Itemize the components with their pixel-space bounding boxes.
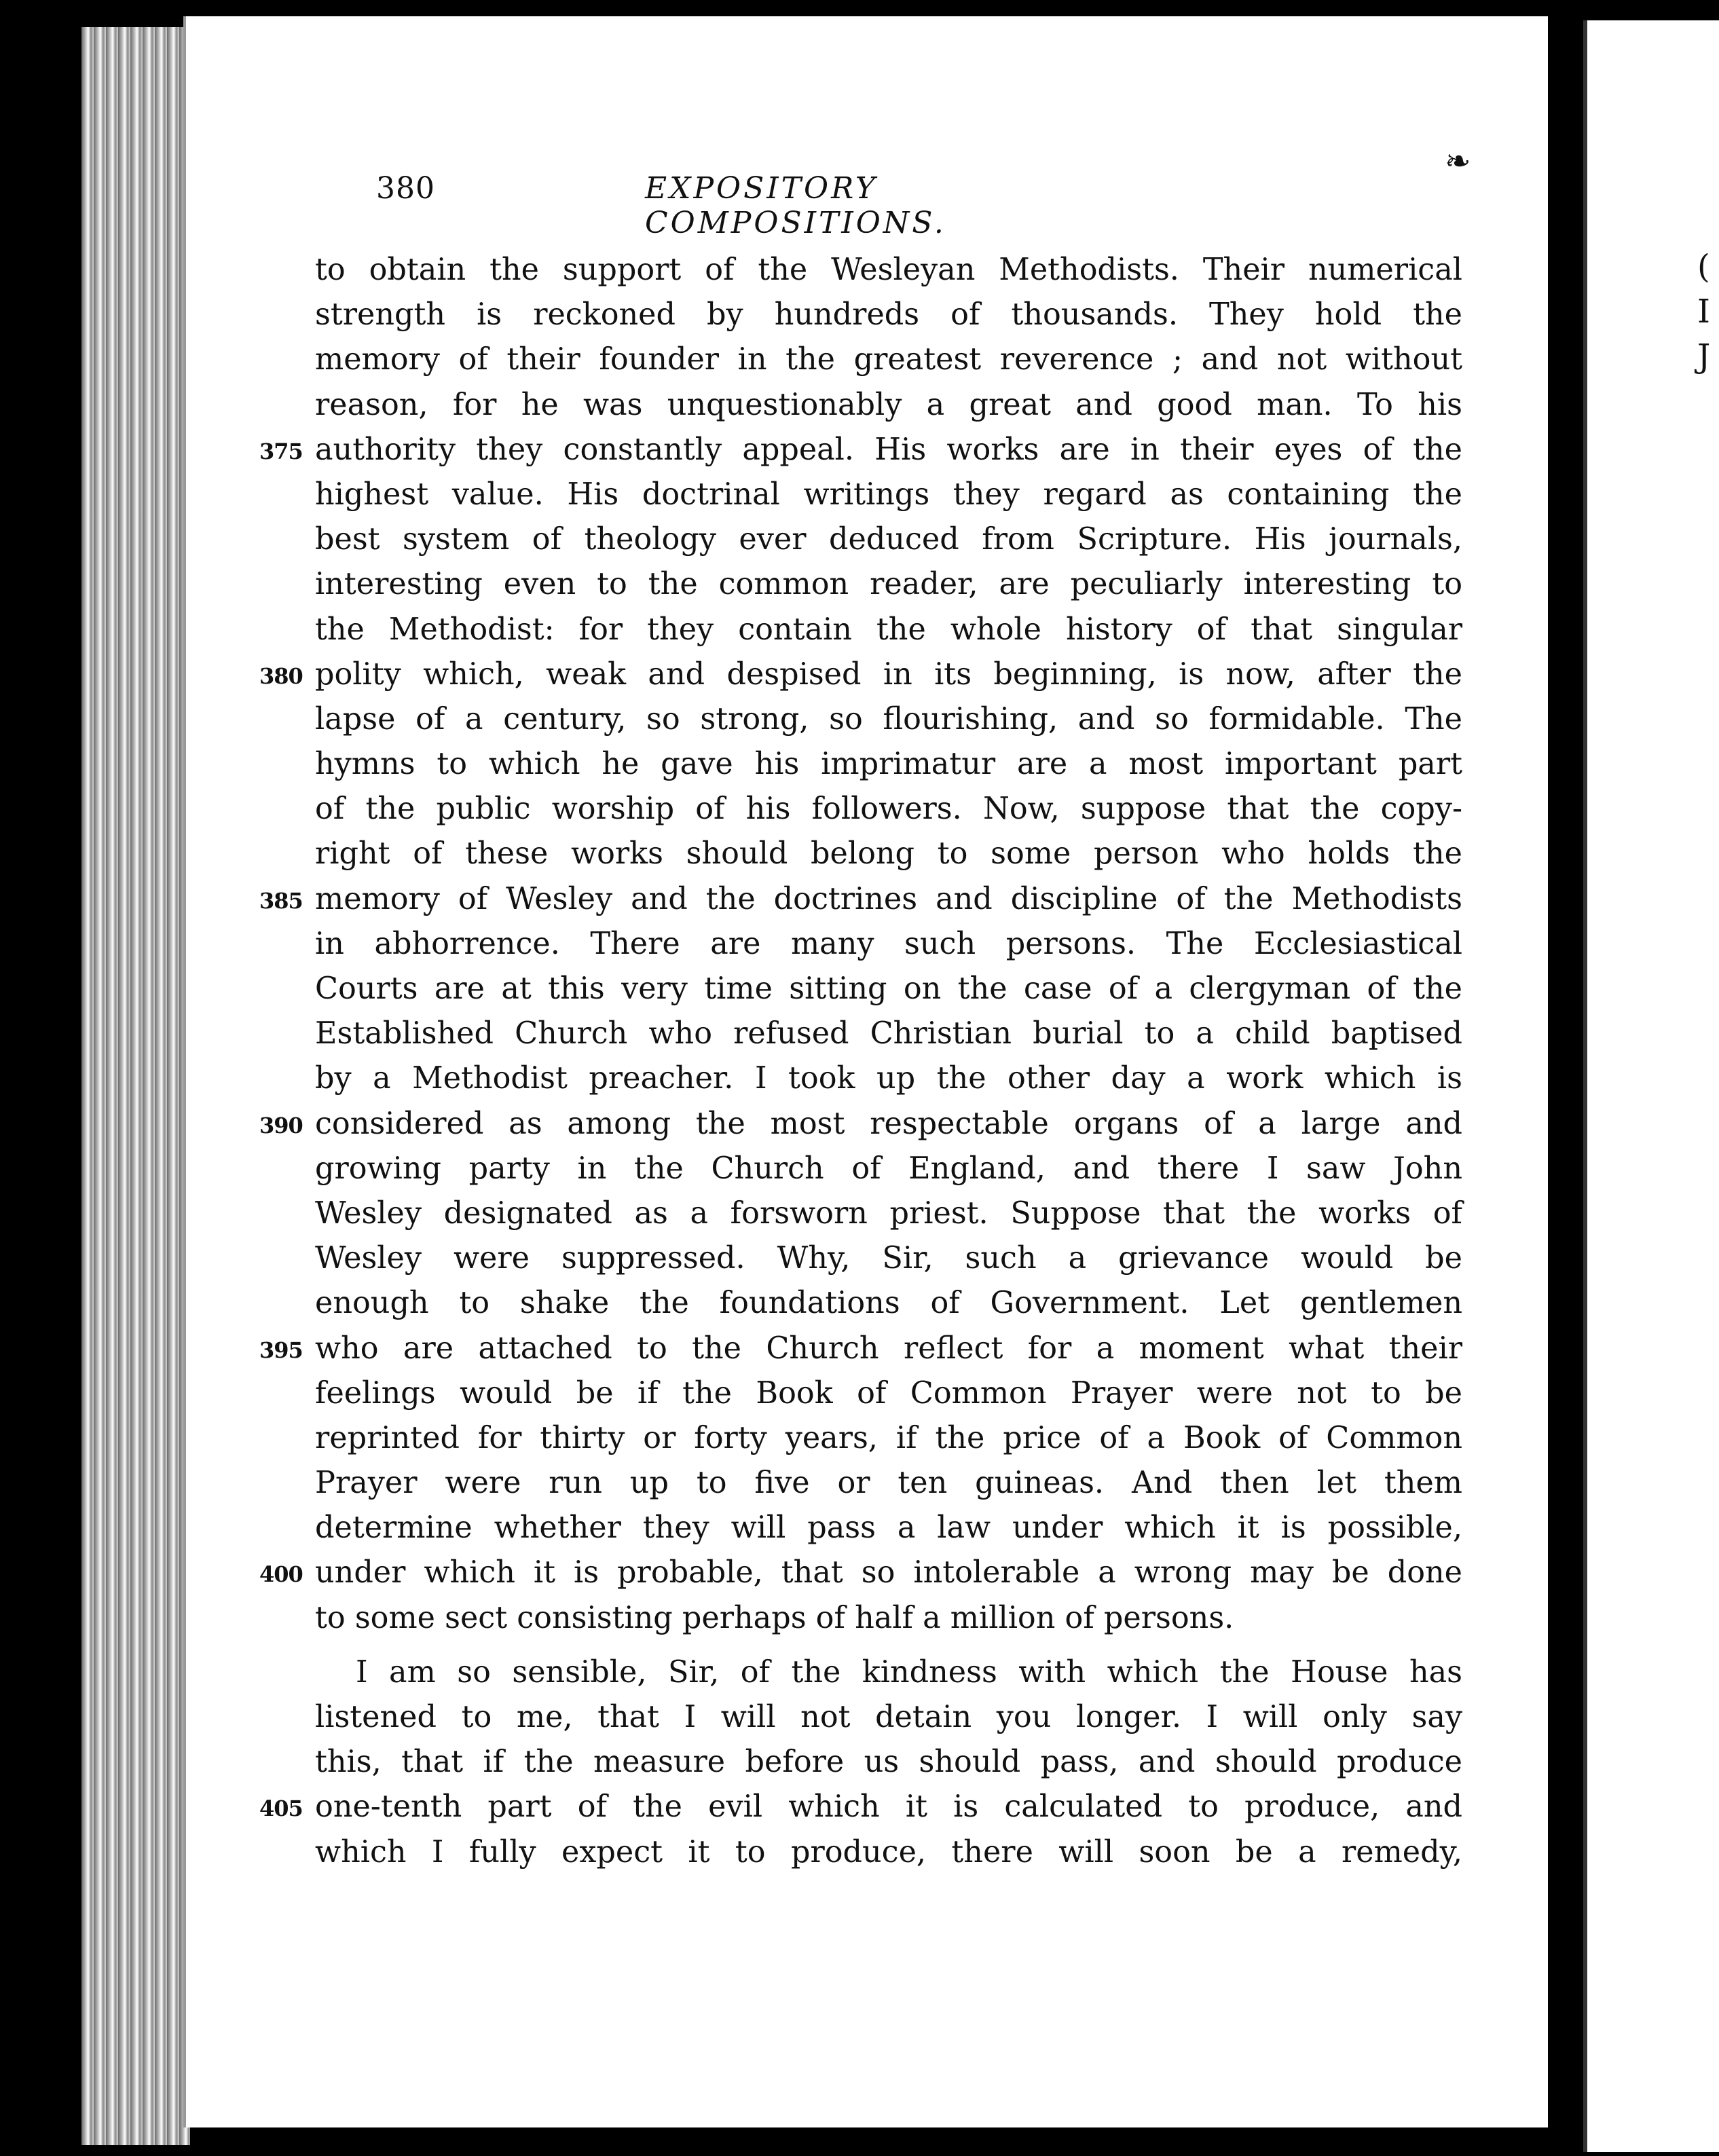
text-line <box>315 248 1462 293</box>
line-text: reason, for he was unquestionably a great and good man. To his <box>315 387 1462 422</box>
text-line <box>315 1147 1462 1191</box>
body-text <box>259 248 1462 1875</box>
facing-page-text-fragments <box>1697 244 1711 394</box>
text-line <box>259 652 1462 697</box>
text-line <box>315 1371 1462 1416</box>
line-text: growing party in the Church of England, and there I saw John <box>315 1151 1462 1186</box>
facing-page-fragment: ( <box>1697 248 1710 286</box>
printer-mark-icon: ❧ <box>1445 143 1471 179</box>
line-text: Wesley designated as a forsworn priest. Suppose that the works of <box>315 1195 1462 1231</box>
text-line <box>315 472 1462 517</box>
text-line <box>259 1550 1462 1595</box>
line-text: best system of theology ever deduced from Scripture. His journals, <box>315 522 1462 557</box>
running-head <box>376 171 1191 240</box>
line-number: 375 <box>259 438 303 464</box>
line-text: who are attached to the Church reflect for a moment what their <box>315 1331 1462 1366</box>
text-line <box>315 742 1462 787</box>
line-text: listened to me, that I will not detain you longer. I will only say <box>315 1700 1462 1734</box>
text-line <box>315 562 1462 607</box>
paragraph-gap <box>315 1641 1462 1650</box>
line-text: in abhorrence. There are many such persons. The Ecclesiastical <box>315 926 1462 961</box>
book-page-edges <box>81 27 190 2145</box>
line-text: the Methodist: for they contain the whole history of that singular <box>315 612 1462 647</box>
line-text: of the public worship of his followers. Now, suppose that the copy- <box>315 792 1462 827</box>
line-text: Wesley were suppressed. Why, Sir, such a grievance would be <box>315 1241 1462 1276</box>
text-line <box>315 1011 1462 1056</box>
text-line <box>259 1785 1462 1829</box>
running-head-title: EXPOSITORY COMPOSITIONS. <box>645 171 946 240</box>
line-text: Prayer were run up to five or ten guineas. And then let them <box>315 1466 1462 1501</box>
line-text: highest value. His doctrinal writings they regard as containing the <box>315 477 1462 512</box>
line-text: feelings would be if the Book of Common Prayer were not to be <box>315 1375 1462 1411</box>
line-text: which I fully expect it to produce, there will soon be a remedy, <box>315 1834 1462 1870</box>
line-number: 385 <box>259 887 303 914</box>
text-line <box>315 832 1462 876</box>
line-text: enough to shake the foundations of Government. Let gentlemen <box>315 1286 1462 1321</box>
line-text: interesting even to the common reader, are peculiarly interesting to <box>315 567 1462 602</box>
line-text: one-tenth part of the evil which it is calculated to produce, and <box>315 1789 1462 1825</box>
text-line <box>315 967 1462 1011</box>
book-gutter <box>1548 0 1583 2156</box>
line-number: 395 <box>259 1337 303 1363</box>
text-line <box>315 1596 1462 1641</box>
line-text: reprinted for thirty or forty years, if the price of a Book of Common <box>315 1420 1462 1455</box>
text-line <box>259 1102 1462 1147</box>
facing-page-fragment: I <box>1697 293 1710 331</box>
line-text: Established Church who refused Christian burial to a child baptised <box>315 1016 1462 1052</box>
text-line <box>315 1830 1462 1875</box>
line-text: Courts are at this very time sitting on the case of a clergyman of the <box>315 971 1462 1006</box>
text-line <box>315 383 1462 428</box>
line-text: by a Methodist preacher. I took up the other day a work which is <box>315 1061 1462 1096</box>
text-line <box>315 787 1462 832</box>
text-line <box>315 1416 1462 1461</box>
line-text: considered as among the most respectable organs of a large and <box>315 1106 1462 1141</box>
line-text: lapse of a century, so strong, so flourishing, and so formidable. The <box>315 701 1462 737</box>
text-line <box>315 1506 1462 1550</box>
text-line <box>315 697 1462 742</box>
text-line <box>315 1281 1462 1326</box>
line-text: right of these works should belong to some person who holds the <box>315 836 1462 872</box>
text-line <box>315 517 1462 562</box>
line-text: memory of Wesley and the doctrines and discipline of the Methodists <box>315 881 1462 916</box>
line-number: 405 <box>259 1796 303 1822</box>
line-text: authority they constantly appeal. His works are in their eyes of the <box>315 432 1462 467</box>
text-line <box>315 1740 1462 1785</box>
text-line <box>315 337 1462 382</box>
text-line <box>315 608 1462 652</box>
text-line <box>315 1461 1462 1506</box>
line-number: 390 <box>259 1112 303 1138</box>
text-line <box>259 428 1462 472</box>
text-line <box>315 1695 1462 1740</box>
page-number: 380 <box>376 171 435 206</box>
text-line <box>315 1236 1462 1281</box>
line-text: I am so sensible, Sir, of the kindness with which the House has <box>356 1654 1462 1690</box>
text-line <box>315 293 1462 337</box>
line-text: determine whether they will pass a law under which it is possible, <box>315 1510 1462 1546</box>
text-line <box>315 1650 1462 1695</box>
line-text: strength is reckoned by hundreds of thousands. They hold the <box>315 297 1462 333</box>
text-line <box>259 1326 1462 1371</box>
line-text: to some sect consisting perhaps of half a million of persons. <box>315 1600 1234 1635</box>
line-text: to obtain the support of the Wesleyan Methodists. Their numerical <box>315 253 1462 287</box>
text-line <box>315 922 1462 967</box>
line-number: 380 <box>259 663 303 689</box>
line-text: memory of their founder in the greatest reverence ; and not without <box>315 342 1462 377</box>
line-text: hymns to which he gave his imprimatur are a most important part <box>315 747 1462 782</box>
line-text: this, that if the measure before us should pass, and should produce <box>315 1745 1462 1780</box>
line-text: under which it is probable, that so intolerable a wrong may be done <box>315 1555 1462 1591</box>
line-text: polity which, weak and despised in its beginning, is now, after the <box>315 656 1462 692</box>
text-line <box>315 1056 1462 1101</box>
line-number: 400 <box>259 1561 303 1588</box>
text-line <box>315 1191 1462 1236</box>
facing-page-fragment: J <box>1697 337 1711 375</box>
text-line <box>259 877 1462 922</box>
